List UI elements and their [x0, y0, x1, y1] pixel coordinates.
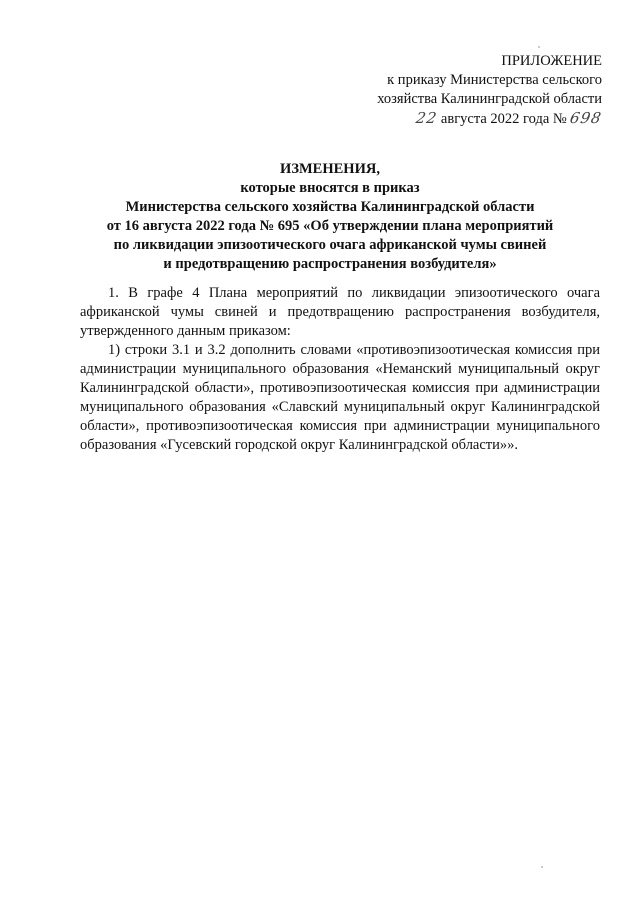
appendix-line-2: хозяйства Калининградской области [377, 91, 602, 107]
title-heading: ИЗМЕНЕНИЯ, [280, 161, 380, 177]
handwritten-number: 698 [568, 109, 604, 127]
paragraph-1: 1. В графе 4 Плана мероприятий по ликвидации эпизоотического очага африканской чумы свиней и предотвращению распространения возбудителя, утвержденного данным приказом: [80, 285, 600, 339]
appendix-title: ПРИЛОЖЕНИЕ [501, 53, 602, 69]
title-line-4: по ликвидации эпизоотического очага африканской чумы свиней [113, 237, 547, 253]
appendix-number-label: № [552, 111, 567, 127]
handwritten-day: 22 [414, 109, 439, 127]
title-line-5: и предотвращению распространения возбудителя» [163, 256, 497, 272]
paragraph-2: 1) строки 3.1 и 3.2 дополнить словами «противоэпизоотическая комиссия при администрации муниципального образования «Неманский муниципальный округ Калининградской области», противоэпизоотическая комиссия при администрации муниципального образования «Славский муниципальный округ Калининградской области», противоэпизоотическая комиссия при администрации муниципального образования «Гусевский городской округ Калининградской области»». [80, 342, 600, 453]
appendix-block [340, 52, 602, 129]
title-line-1: которые вносятся в приказ [240, 180, 420, 196]
title-line-2: Министерства сельского хозяйства Калининградской области [125, 199, 535, 215]
scan-speck [538, 46, 540, 48]
appendix-line-1: к приказу Министерства сельского [387, 72, 602, 88]
appendix-date-line [340, 109, 602, 129]
document-title [80, 160, 580, 274]
title-line-3: от 16 августа 2022 года № 695 «Об утверждении плана мероприятий [106, 218, 554, 234]
appendix-date-text: августа 2022 года [440, 111, 550, 127]
document-body [80, 284, 600, 455]
scan-speck [541, 866, 543, 868]
